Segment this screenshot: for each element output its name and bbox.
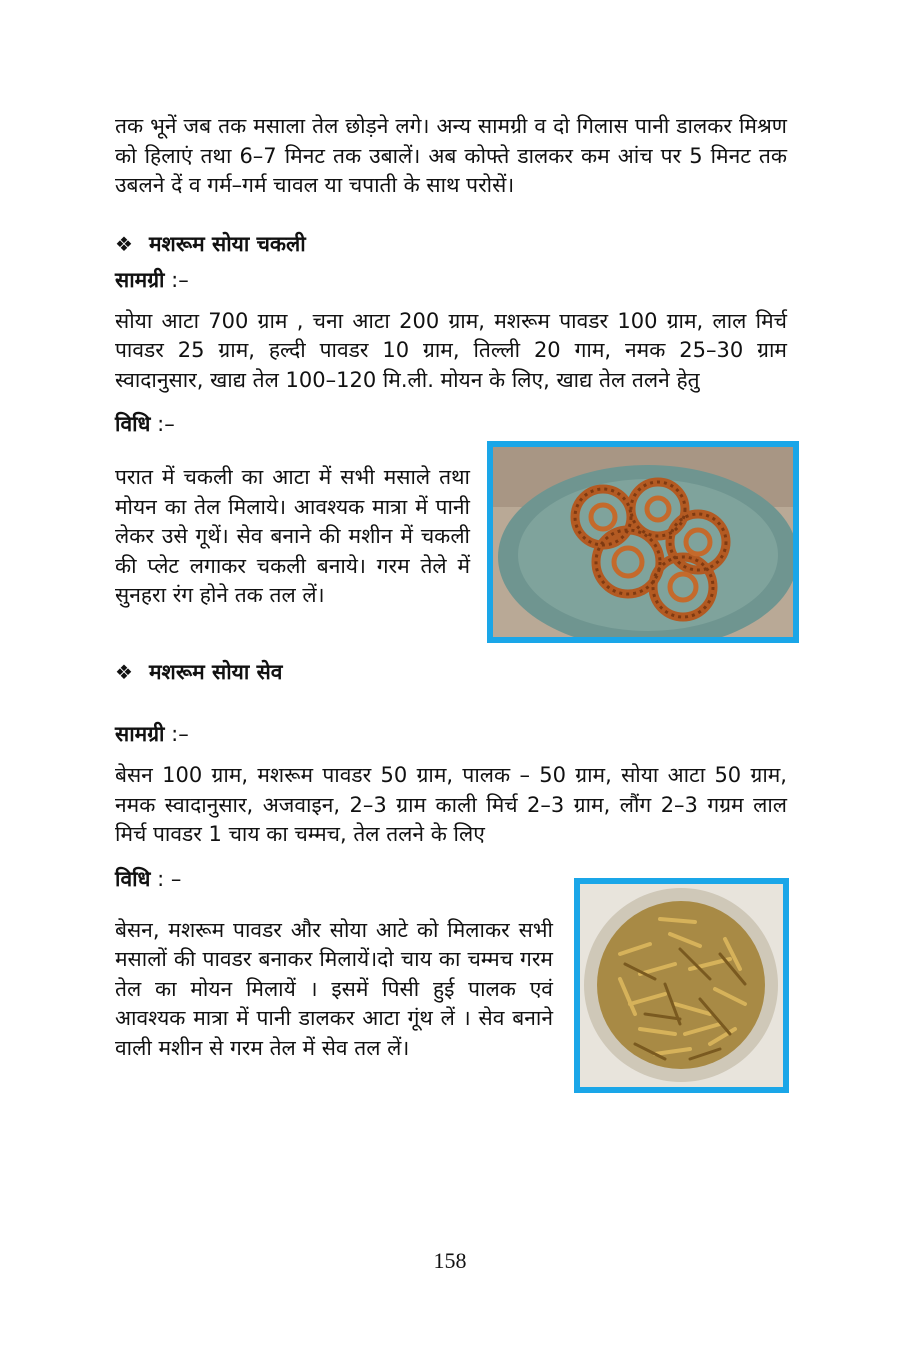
method-heading [115, 409, 787, 439]
ingredients-heading [115, 719, 787, 749]
chakli-photo [487, 441, 799, 643]
recipe-title-sev [115, 657, 787, 687]
ingredients-text: सोया आटा 700 ग्राम , चना आटा 200 ग्राम, मशरूम पावडर 100 ग्राम, लाल मिर्च पावडर 25 ग्राम, हल्दी पावडर 10 ग्राम, तिल्ली 20 गाम, नमक 25–30 ग्राम स्वादानुसार, खाद्य तेल 100–120 मि.ली. मोयन के लिए, खाद्य तेल तलने हेतु [115, 308, 787, 392]
ingredients-separator: :– [164, 267, 189, 292]
page-content [115, 112, 787, 1093]
page-number: 158 [433, 1248, 467, 1273]
sev-bowl-icon [580, 884, 783, 1087]
method-separator: :– [150, 412, 175, 436]
ingredients-label: सामग्री [115, 267, 165, 292]
method-separator: : – [150, 866, 182, 891]
recipe-title-chakli [115, 229, 787, 259]
intro-paragraph: तक भूनें जब तक मसाला तेल छोड़ने लगे। अन्य सामग्री व दो गिलास पानी डालकर मिश्रण को हिलाएं तथा 6–7 मिनट तक उबालें। अब कोफ्ते डालकर कम आंच पर 5 मिनट तक उबलने दें व गर्म–गर्म चावल या चपाती के साथ परोसें। [115, 114, 787, 197]
ingredients-label: सामग्री [115, 722, 165, 746]
ingredients-text: बेसन 100 ग्राम, मशरूम पावडर 50 ग्राम, पालक – 50 ग्राम, सोया आटा 50 ग्राम, नमक स्वादानुसार, अजवाइन, 2–3 ग्राम काली मिर्च 2–3 ग्राम, लौंग 2–3 गग्रम लाल मिर्च पावडर 1 चाय का चम्मच, तेल तलने के लिए [115, 763, 787, 846]
sev-photo [574, 878, 789, 1093]
ingredients-separator: :– [164, 722, 189, 746]
method-row-chakli [115, 441, 787, 643]
method-text: परात में चकली का आटा में सभी मसाले तथा मोयन का तेल मिलाये। आवश्यक मात्रा में पानी लेकर उसे गूथें। सेव बनाने की मशीन में चकली की प्लेट लगाकर चकली बनाये। गरम तेले में सुनहरा रंग होने तक तल लें। [115, 465, 470, 607]
method-label: विधि [115, 866, 151, 891]
recipe-title-text: मशरूम सोया चकली [149, 231, 306, 256]
method-text: बेसन, मशरूम पावडर और सोया आटे को मिलाकर सभी मसालों की पावडर बनाकर मिलायें।दो चाय का चम्मच गरम तेल का मोयन मिलायें । इसमें पिसी हुई पालक एवं आवश्यक मात्रा में पानी डालकर आटा गूंथ लें । सेव बनाने वाली मशीन से गरम तेल में सेव तल लें। [115, 917, 553, 1060]
recipe-title-text: मशरूम सोया सेव [149, 660, 283, 684]
ingredients-heading [115, 265, 787, 295]
bullet-diamond-icon: ❖ [115, 231, 133, 256]
chakli-plate-icon [493, 447, 793, 637]
method-row-sev [115, 878, 787, 1093]
bullet-diamond-icon: ❖ [115, 660, 133, 684]
method-label: विधि [115, 412, 151, 436]
